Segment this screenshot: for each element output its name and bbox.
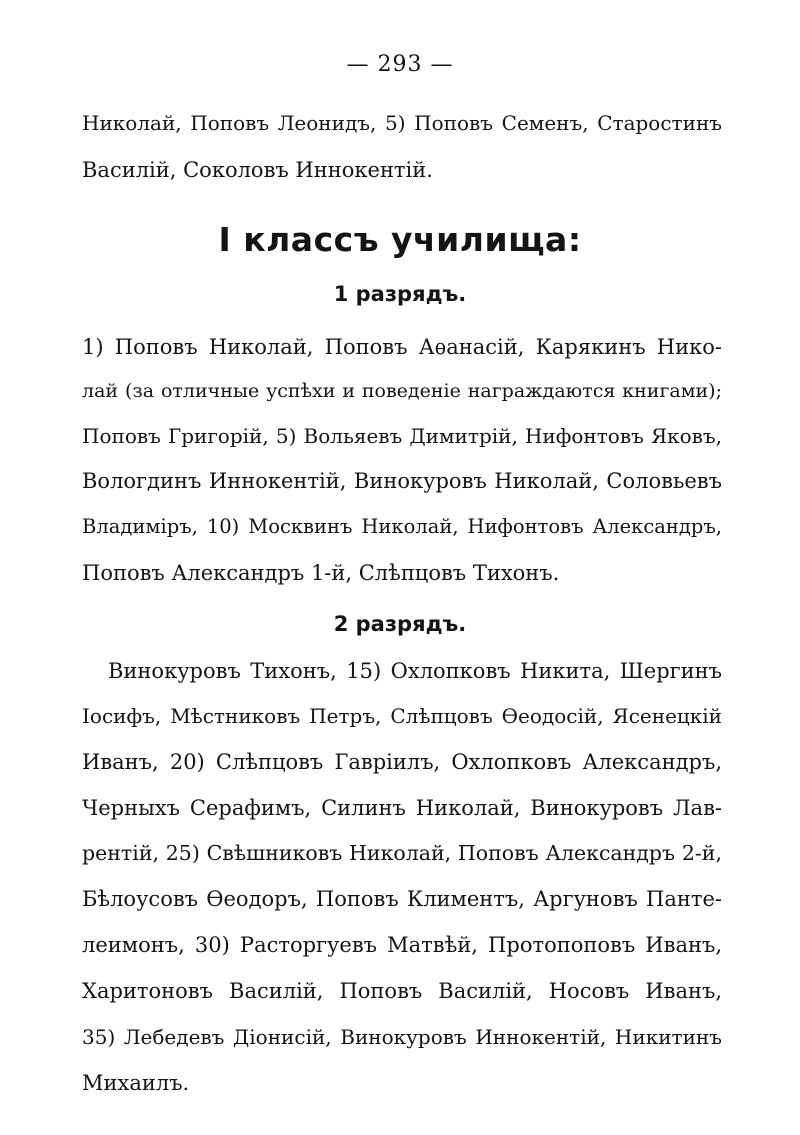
text-line: Михаилъ. [82, 1071, 190, 1095]
text-line: Харитоновъ Василій, Поповъ Василій, Носовъ Иванъ, [82, 979, 722, 1003]
text-line: Николай, Поповъ Леонидъ, 5) Поповъ Семенъ, Старостинъ [82, 111, 722, 135]
text-line: 1) Поповъ Николай, Поповъ Аѳанасій, Карякинъ Нико- [82, 335, 722, 359]
text-line: Вологдинъ Иннокентій, Винокуровъ Николай, Соловьевъ [82, 469, 722, 493]
text-line: лай (за отличные успѣхи и поведеніе награждаются книгами); [82, 380, 722, 402]
text-line: Черныхъ Серафимъ, Силинъ Николай, Винокуровъ Лав- [82, 796, 722, 820]
page-number: — 293 — [346, 52, 454, 77]
class-heading: I классъ училища: [218, 220, 582, 259]
section-heading-1: 1 разрядъ. [333, 282, 467, 306]
text-line: Іосифъ, Мѣстниковъ Петръ, Слѣпцовъ Ѳеодосій, Ясенецкій [82, 704, 722, 728]
text-line: Поповъ Григорій, 5) Вольяевъ Димитрій, Нифонтовъ Яковъ, [82, 424, 722, 448]
text-line: Владиміръ, 10) Москвинъ Николай, Нифонтовъ Александръ, [82, 515, 722, 538]
text-line: рентій, 25) Свѣшниковъ Николай, Поповъ Александръ 2-й, [82, 841, 722, 865]
text-line: леимонъ, 30) Расторгуевъ Матвѣй, Протопоповъ Иванъ, [82, 933, 722, 957]
text-line: Иванъ, 20) Слѣпцовъ Гавріилъ, Охлопковъ Александръ, [82, 750, 722, 774]
text-line: 35) Лебедевъ Діонисій, Винокуровъ Иннокентій, Никитинъ [82, 1025, 722, 1049]
text-line: Василій, Соколовъ Иннокентій. [82, 158, 433, 182]
text-line: Винокуровъ Тихонъ, 15) Охлопковъ Никита, Шергинъ [108, 659, 722, 683]
text-line: Поповъ Александръ 1-й, Слѣпцовъ Тихонъ. [82, 561, 560, 585]
text-line: Бѣлоусовъ Ѳеодоръ, Поповъ Климентъ, Аргуновъ Панте- [82, 887, 722, 911]
section-heading-2: 2 разрядъ. [333, 612, 467, 636]
